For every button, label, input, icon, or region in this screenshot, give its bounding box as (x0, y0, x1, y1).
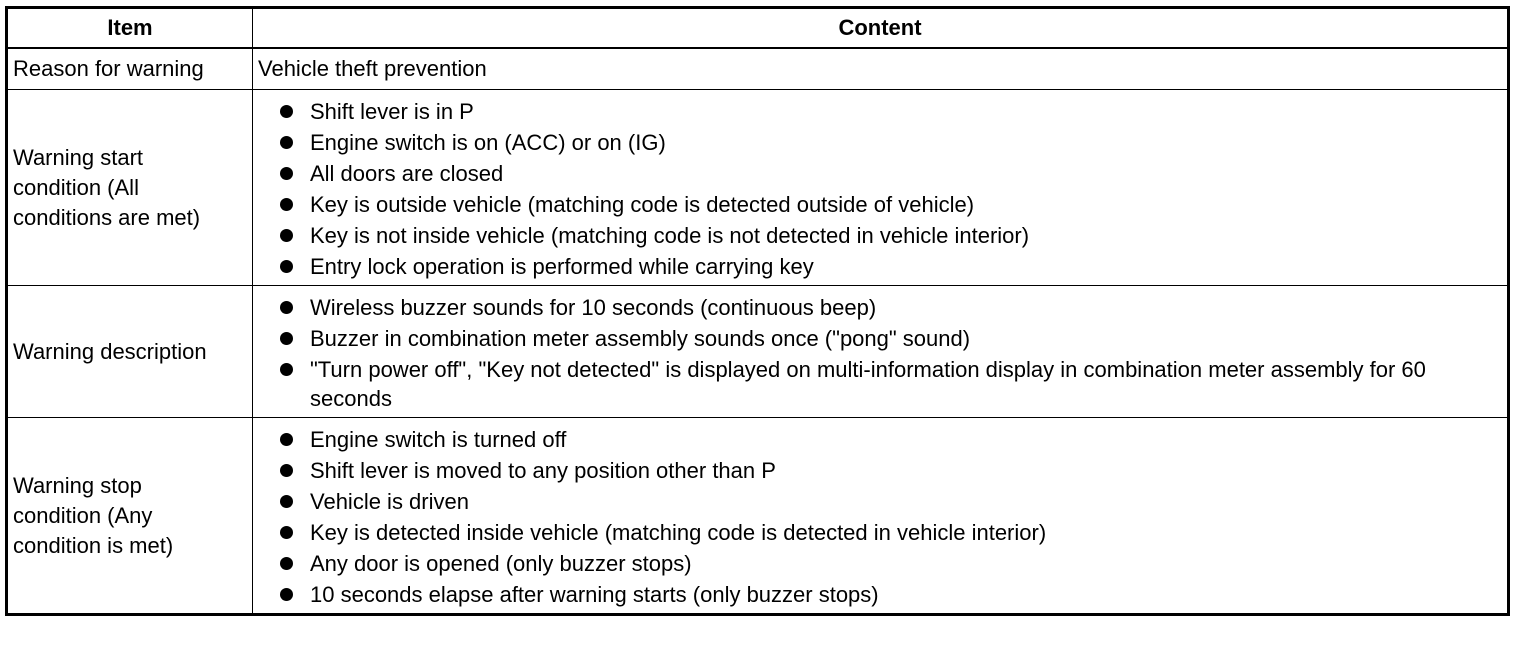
list-item: Key is not inside vehicle (matching code is not detected in vehicle interior) (258, 219, 1501, 250)
bullet-icon (280, 229, 293, 242)
list-item: Vehicle is driven (258, 485, 1501, 516)
list-item: "Turn power off", "Key not detected" is displayed on multi-information display in combination meter assembly for 60 seconds (258, 353, 1501, 413)
bullet-icon (280, 495, 293, 508)
row-item-start-condition (7, 90, 253, 286)
list-item: Key is detected inside vehicle (matching code is detected in vehicle interior) (258, 516, 1501, 547)
bullet-icon (280, 464, 293, 477)
row-content-reason: Vehicle theft prevention (253, 48, 1509, 90)
row-content-start-condition (253, 90, 1509, 286)
table-row (7, 90, 1509, 286)
list-item: Wireless buzzer sounds for 10 seconds (continuous beep) (258, 291, 1501, 322)
table-row (7, 286, 1509, 418)
bullet-icon (280, 363, 293, 376)
bullet-icon (280, 167, 293, 180)
list-item: Engine switch is on (ACC) or on (IG) (258, 126, 1501, 157)
bullet-list (258, 418, 1501, 613)
table-row (7, 418, 1509, 615)
row-item-reason: Reason for warning (7, 48, 253, 90)
bullet-icon (280, 301, 293, 314)
bullet-icon (280, 526, 293, 539)
bullet-icon (280, 136, 293, 149)
row-content-description (253, 286, 1509, 418)
list-item: Shift lever is in P (258, 95, 1501, 126)
bullet-icon (280, 557, 293, 570)
bullet-icon (280, 105, 293, 118)
warning-spec-table (5, 6, 1510, 616)
row-item-description: Warning description (7, 286, 253, 418)
bullet-icon (280, 588, 293, 601)
list-item: Engine switch is turned off (258, 423, 1501, 454)
bullet-list (258, 90, 1501, 285)
stop-condition-label: Warning stop condition (Any condition is met) (13, 472, 174, 558)
list-item: Entry lock operation is performed while carrying key (258, 250, 1501, 281)
list-item: Buzzer in combination meter assembly sounds once ("pong" sound) (258, 322, 1501, 353)
list-item: Shift lever is moved to any position other than P (258, 454, 1501, 485)
row-content-stop-condition (253, 418, 1509, 615)
start-condition-label: Warning start condition (All conditions are met) (13, 144, 201, 230)
bullet-list (258, 286, 1501, 417)
list-item: Any door is opened (only buzzer stops) (258, 547, 1501, 578)
list-item: Key is outside vehicle (matching code is detected outside of vehicle) (258, 188, 1501, 219)
row-item-stop-condition (7, 418, 253, 615)
column-header-content: Content (253, 8, 1509, 49)
bullet-icon (280, 260, 293, 273)
table-row (7, 48, 1509, 90)
table-header-row (7, 8, 1509, 49)
column-header-item: Item (7, 8, 253, 49)
list-item: 10 seconds elapse after warning starts (only buzzer stops) (258, 578, 1501, 609)
bullet-icon (280, 433, 293, 446)
bullet-icon (280, 198, 293, 211)
list-item: All doors are closed (258, 157, 1501, 188)
bullet-icon (280, 332, 293, 345)
